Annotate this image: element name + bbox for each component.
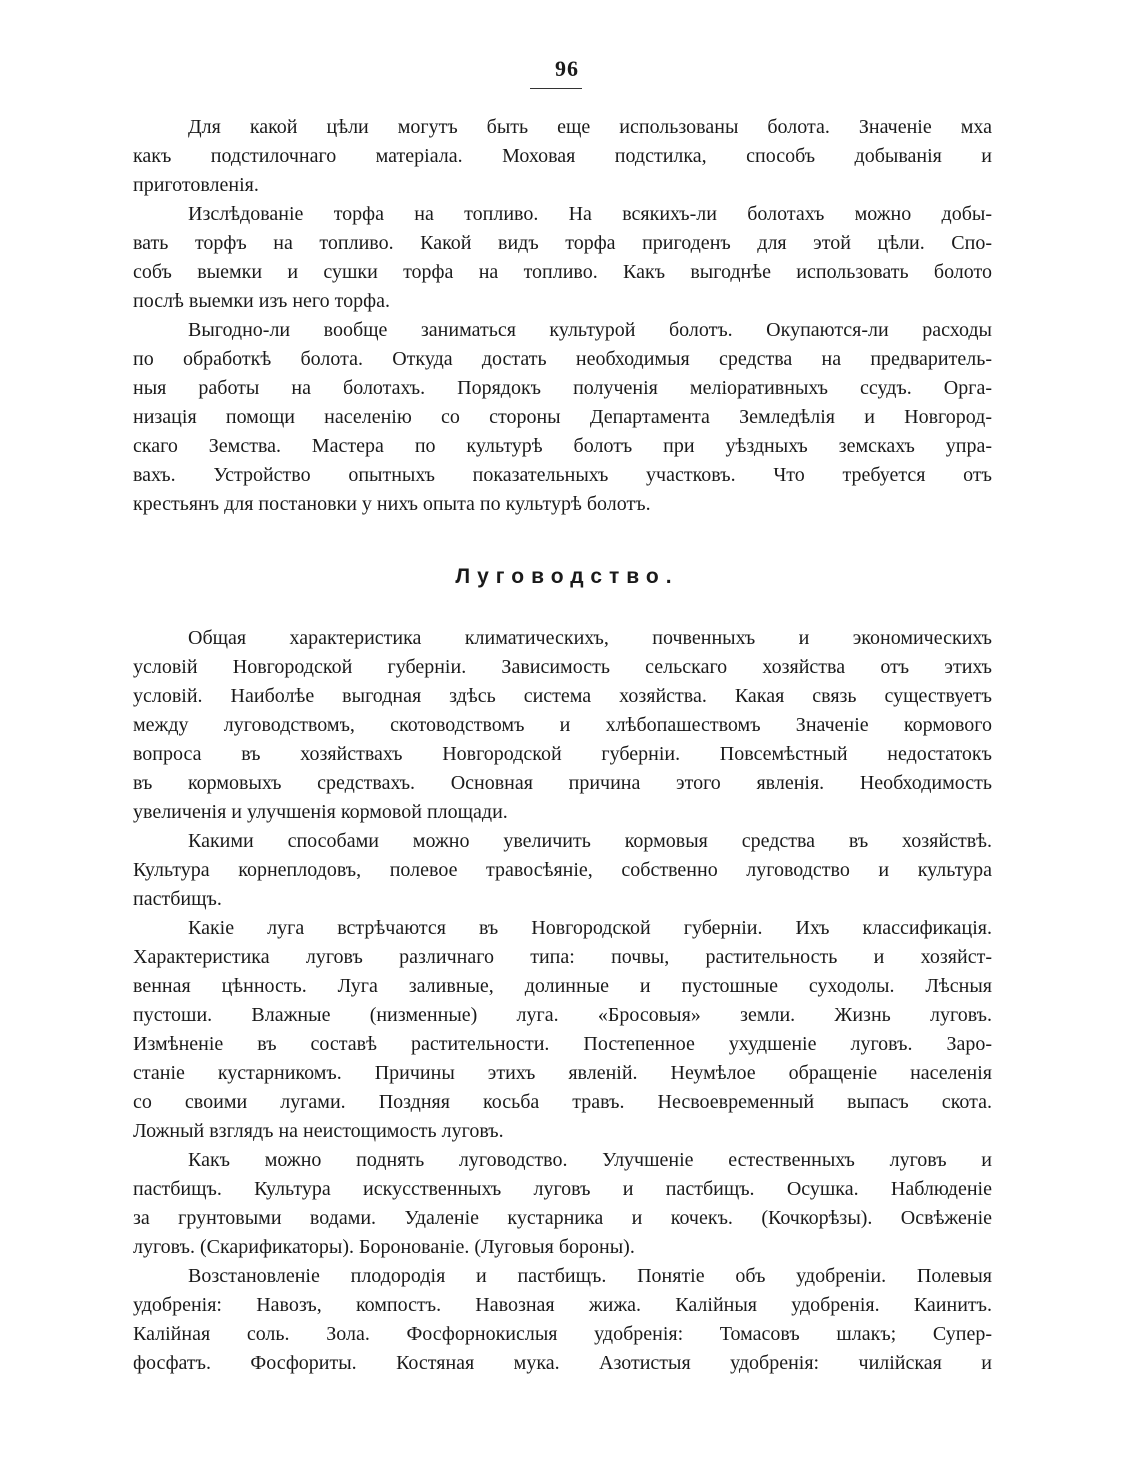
- page-number-rule: [530, 88, 582, 89]
- text-line: приготовленія.: [133, 174, 259, 196]
- text-line: фосфатъ. Фосфориты. Костяная мука. Азотистыя удобренія: чилійская и: [133, 1352, 992, 1374]
- text-line: Какъ можно поднять луговодство. Улучшеніе естественныхъ луговъ и: [188, 1149, 992, 1171]
- text-line: собъ выемки и сушки торфа на топливо. Какъ выгоднѣе использовать болото: [133, 261, 992, 283]
- text-line: Ложный взглядъ на неистощимость луговъ.: [133, 1120, 504, 1142]
- text-line: въ кормовыхъ средствахъ. Основная причина этого явленія. Необходимость: [133, 772, 992, 794]
- text-line: Общая характеристика климатическихъ, почвенныхъ и экономическихъ: [188, 627, 992, 649]
- text-line: луговъ. (Скарификаторы). Боронованіе. (Луговыя бороны).: [133, 1236, 635, 1258]
- text-line: Калійная соль. Зола. Фосфорнокислыя удобренія: Томасовъ шлакъ; Супер-: [133, 1323, 992, 1345]
- text-line: вопроса въ хозяйствахъ Новгородской губерніи. Повсемѣстный недостатокъ: [133, 743, 992, 765]
- text-line: низація помощи населенію со стороны Департамента Земледѣлія и Новгород-: [133, 406, 992, 428]
- text-line: станіе кустарникомъ. Причины этихъ явленій. Неумѣлое обращеніе населенія: [133, 1062, 992, 1084]
- text-line: послѣ выемки изъ него торфа.: [133, 290, 390, 312]
- text-line: условій Новгородской губерніи. Зависимость сельскаго хозяйства отъ этихъ: [133, 656, 992, 678]
- text-line: увеличенія и улучшенія кормовой площади.: [133, 801, 508, 823]
- text-line: удобренія: Навозъ, компостъ. Навозная жижа. Калійныя удобренія. Каинитъ.: [133, 1294, 992, 1316]
- text-line: Изслѣдованіе торфа на топливо. На всякихъ-ли болотахъ можно добы-: [188, 203, 992, 225]
- text-line: по обработкѣ болота. Откуда достать необходимыя средства на предваритель-: [133, 348, 992, 370]
- text-line: пастбищъ.: [133, 888, 222, 910]
- section-1-text: [133, 113, 992, 519]
- text-line: вать торфъ на топливо. Какой видъ торфа пригоденъ для этой цѣли. Спо-: [133, 232, 992, 254]
- text-line: ныя работы на болотахъ. Порядокъ полученія меліоративныхъ ссудъ. Орга-: [133, 377, 992, 399]
- text-line: Культура корнеплодовъ, полевое травосѣяніе, собственно луговодство и культура: [133, 859, 992, 881]
- section-2-text: [133, 624, 992, 1378]
- text-line: Возстановленіе плодородія и пастбищъ. Понятіе объ удобреніи. Полевыя: [188, 1265, 992, 1287]
- text-line: за грунтовыми водами. Удаленіе кустарника и кочекъ. (Кочкорѣзы). Освѣженіе: [133, 1207, 992, 1229]
- text-line: какъ подстилочнаго матеріала. Моховая подстилка, способъ добыванія и: [133, 145, 992, 167]
- text-line: между луговодствомъ, скотоводствомъ и хлѣбопашествомъ Значеніе кормового: [133, 714, 992, 736]
- text-line: пустоши. Влажные (низменные) луга. «Бросовыя» земли. Жизнь луговъ.: [133, 1004, 992, 1026]
- text-line: Какими способами можно увеличить кормовыя средства въ хозяйствѣ.: [188, 830, 992, 852]
- text-line: условій. Наиболѣе выгодная здѣсь система хозяйства. Какая связь существуетъ: [133, 685, 992, 707]
- text-line: со своими лугами. Поздняя косьба травъ. Несвоевременный выпасъ скота.: [133, 1091, 992, 1113]
- text-line: Измѣненіе въ составѣ растительности. Постепенное ухудшеніе луговъ. Заро-: [133, 1033, 992, 1055]
- page-number: 96: [555, 56, 579, 81]
- text-line: Характеристика луговъ различнаго типа: почвы, растительность и хозяйст-: [133, 946, 992, 968]
- text-line: Для какой цѣли могутъ быть еще использованы болота. Значеніе мха: [188, 116, 992, 138]
- text-line: крестьянъ для постановки у нихъ опыта по культурѣ болотъ.: [133, 493, 651, 515]
- text-line: скаго Земства. Мастера по культурѣ болотъ при уѣздныхъ земскахъ упра-: [133, 435, 992, 457]
- section-heading: Луговодство.: [455, 565, 679, 588]
- text-line: Какіе луга встрѣчаются въ Новгородской губерніи. Ихъ классификація.: [188, 917, 992, 939]
- text-line: Выгодно-ли вообще заниматься культурой болотъ. Окупаются-ли расходы: [188, 319, 992, 341]
- text-line: вахъ. Устройство опытныхъ показательныхъ участковъ. Что требуется отъ: [133, 464, 992, 486]
- text-line: венная цѣнность. Луга заливные, долинные и пустошные суходолы. Лѣсныя: [133, 975, 992, 997]
- text-line: пастбищъ. Культура искусственныхъ луговъ и пастбищъ. Осушка. Наблюденіе: [133, 1178, 992, 1200]
